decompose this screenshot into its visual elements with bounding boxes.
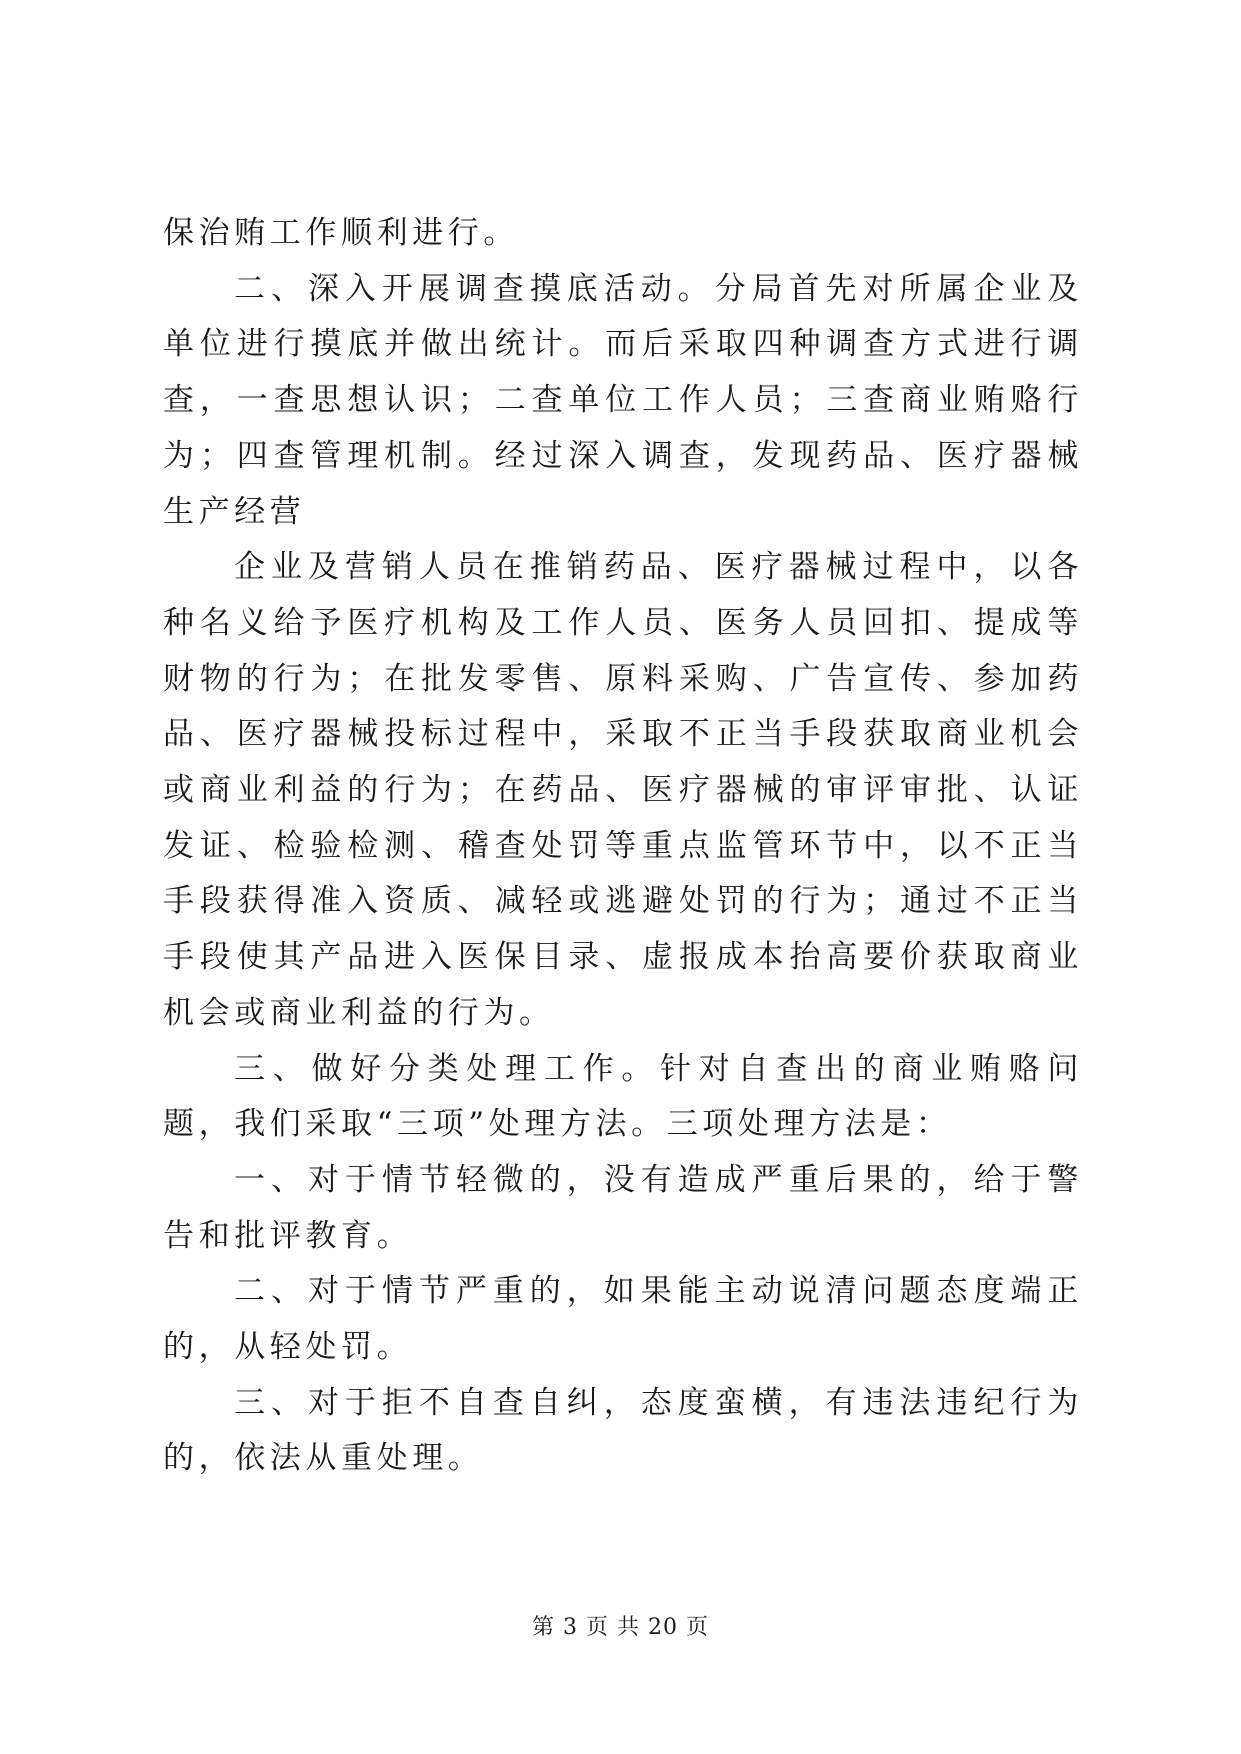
paragraph-continuation: 保治贿工作顺利进行。: [163, 215, 519, 251]
page-number-footer: 第 3 页 共 20 页: [532, 1615, 709, 1640]
paragraph-section-three: 三、做好分类处理工作。针对自查出的商业贿赂问题，我们采取“三项”处理方法。三项处理方法是：: [163, 1050, 1083, 1143]
paragraph-findings: 企业及营销人员在推销药品、医疗器械过程中，以各种名义给予医疗机构及工作人员、医务人员回扣、提成等财物的行为；在批发零售、原料采购、广告宣传、参加药品、医疗器械投标过程中，采取不正当手段获取商业机会或商业利益的行为；在药品、医疗器械的审评审批、认证发证、检验检测、稽查处罚等重点监管环节中，以不正当手段获得准入资质、减轻或逃避处罚的行为；通过不正当手段使其产品进入医保目录、虚报成本抬高要价获取商业机会或商业利益的行为。: [163, 549, 1083, 1031]
document-body: [163, 206, 1083, 1487]
paragraph-method-one: 一、对于情节轻微的，没有造成严重后果的，给于警告和批评教育。: [163, 1161, 1083, 1254]
paragraph-method-three: 三、对于拒不自查自纠，态度蛮横，有违法违纪行为的，依法从重处理。: [163, 1384, 1083, 1477]
paragraph-section-two: 二、深入开展调查摸底活动。分局首先对所属企业及单位进行摸底并做出统计。而后采取四种调查方式进行调查，一查思想认识；二查单位工作人员；三查商业贿赂行为；四查管理机制。经过深入调查，发现药品、医疗器械生产经营: [163, 270, 1083, 530]
paragraph-method-two: 二、对于情节严重的，如果能主动说清问题态度端正的，从轻处罚。: [163, 1273, 1083, 1366]
